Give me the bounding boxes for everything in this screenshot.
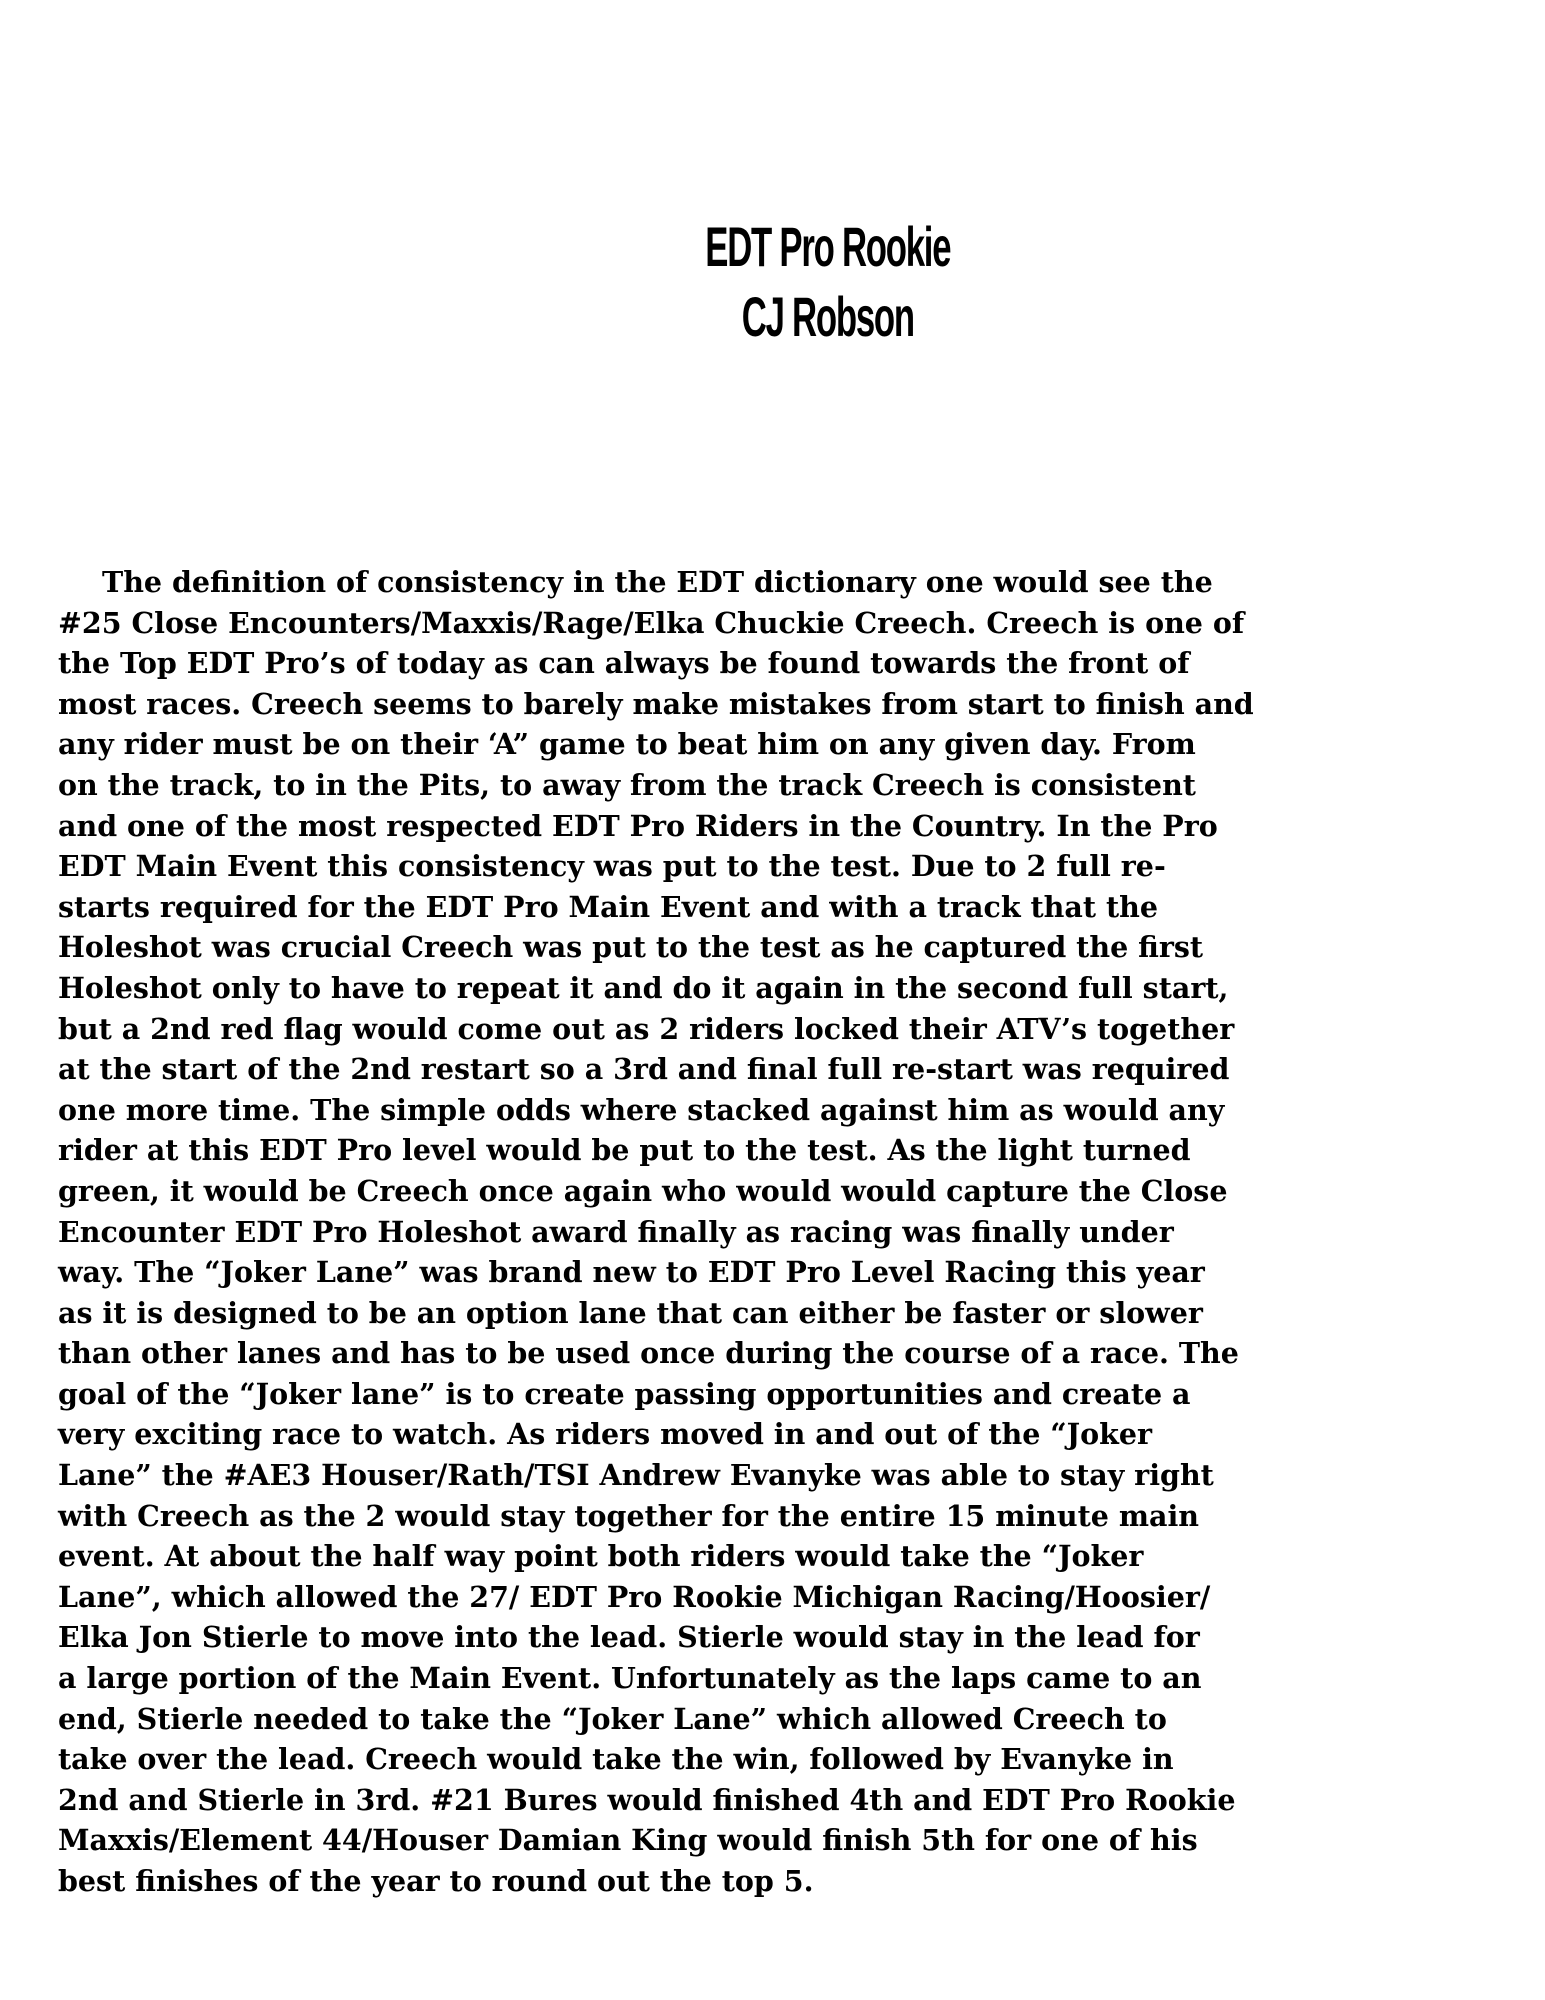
article-line: Lane”, which allowed the 27/ EDT Pro Rookie Michigan Racing/Hoosier/	[58, 1579, 1211, 1614]
article-line: goal of the “Joker lane” is to create passing opportunities and create a	[58, 1376, 1191, 1411]
rider-name: CJ Robson	[741, 285, 914, 348]
article-line: any rider must be on their ‘A” game to beat him on any given day. From	[58, 727, 1196, 762]
article-line: starts required for the EDT Pro Main Event and with a track that the	[58, 889, 1158, 924]
article-line: Holeshot only to have to repeat it and do it again in the second full start,	[58, 970, 1229, 1005]
article-line: at the start of the 2nd restart so a 3rd and final full re-start was required	[58, 1052, 1230, 1087]
article-line: event. At about the half way point both riders would take the “Joker	[58, 1539, 1144, 1574]
article-line: Elka Jon Stierle to move into the lead. Stierle would stay in the lead for	[58, 1620, 1200, 1655]
article-line: take over the lead. Creech would take the win, followed by Evanyke in	[58, 1742, 1174, 1777]
article-line: with Creech as the 2 would stay together for the entire 15 minute main	[58, 1498, 1200, 1533]
article-line: Maxxis/Element 44/Houser Damian King would finish 5th for one of his	[58, 1823, 1198, 1858]
article-line: way. The “Joker Lane” was brand new to EDT Pro Level Racing this year	[58, 1255, 1205, 1290]
article-line: end, Stierle needed to take the “Joker Lane” which allowed Creech to	[58, 1701, 1167, 1736]
article-line: green, it would be Creech once again who would would capture the Close	[58, 1173, 1228, 1208]
article-line: the Top EDT Pro’s of today as can always be found towards the front of	[58, 646, 1190, 681]
article-line: as it is designed to be an option lane that can either be faster or slower	[58, 1295, 1203, 1330]
article-line: #25 Close Encounters/Maxxis/Rage/Elka Chuckie Creech. Creech is one of	[58, 605, 1245, 640]
article-line: 2nd and Stierle in 3rd. #21 Bures would finished 4th and EDT Pro Rookie	[58, 1782, 1236, 1817]
article-line: Lane” the #AE3 Houser/Rath/TSI Andrew Evanyke was able to stay right	[58, 1458, 1214, 1493]
article-line: one more time. The simple odds where stacked against him as would any	[58, 1092, 1225, 1127]
article-line: a large portion of the Main Event. Unfortunately as the laps came to an	[58, 1661, 1202, 1696]
article-line: most races. Creech seems to barely make mistakes from start to finish and	[58, 686, 1254, 721]
page-title: EDT Pro Rookie	[705, 215, 951, 278]
article-line: on the track, to in the Pits, to away from the track Creech is consistent	[58, 767, 1196, 802]
article-line: very exciting race to watch. As riders moved in and out of the “Joker	[58, 1417, 1153, 1452]
article-heading	[349, 212, 1307, 352]
article-line: Encounter EDT Pro Holeshot award finally as racing was finally under	[58, 1214, 1174, 1249]
article-body	[58, 562, 1498, 1902]
article-line: but a 2nd red flag would come out as 2 riders locked their ATV’s together	[58, 1011, 1235, 1046]
article-line: than other lanes and has to be used once during the course of a race. The	[58, 1336, 1239, 1371]
article-line: Holeshot was crucial Creech was put to the test as he captured the first	[58, 930, 1204, 965]
article-line: and one of the most respected EDT Pro Riders in the Country. In the Pro	[58, 808, 1218, 843]
article-line: EDT Main Event this consistency was put to the test. Due to 2 full re-	[58, 849, 1166, 884]
article-line: rider at this EDT Pro level would be put to the test. As the light turned	[58, 1133, 1191, 1168]
article-line: The definition of consistency in the EDT dictionary one would see the	[102, 565, 1213, 599]
article-line: best finishes of the year to round out the top 5.	[58, 1864, 814, 1898]
